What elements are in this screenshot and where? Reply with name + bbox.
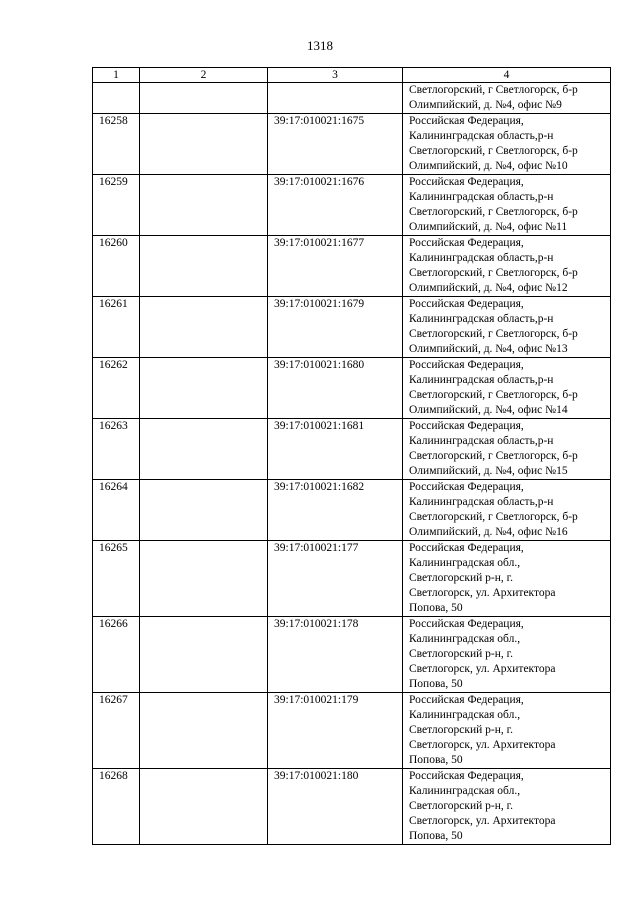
- table-row: [93, 693, 611, 769]
- row-col-2: [140, 419, 268, 480]
- row-number: 16263: [93, 419, 140, 480]
- table-row: [93, 617, 611, 693]
- cadastral-number: 39:17:010021:1676: [268, 175, 403, 236]
- address: Российская Федерация, Калининградская обл., Светлогорский р-н, г. Светлогорск, ул. Архитектора Попова, 50: [403, 693, 611, 769]
- row-col-2: [140, 480, 268, 541]
- cadastral-number: 39:17:010021:1680: [268, 358, 403, 419]
- table-row: [93, 175, 611, 236]
- row-col-2: [140, 769, 268, 845]
- cadastral-number: 39:17:010021:177: [268, 541, 403, 617]
- row-number: 16259: [93, 175, 140, 236]
- row-number: 16258: [93, 114, 140, 175]
- header-row: [93, 68, 611, 83]
- cadastral-number: 39:17:010021:1679: [268, 297, 403, 358]
- row-col-2: [140, 693, 268, 769]
- row-number: 16261: [93, 297, 140, 358]
- table-row: [93, 83, 611, 114]
- row-col-2: [140, 297, 268, 358]
- table-row: [93, 480, 611, 541]
- cadastral-number: 39:17:010021:1681: [268, 419, 403, 480]
- cadastral-number: 39:17:010021:180: [268, 769, 403, 845]
- table-header: [93, 68, 611, 83]
- address: Светлогорский, г Светлогорск, б-р Олимпийский, д. №4, офис №9: [403, 83, 611, 114]
- row-number: 16262: [93, 358, 140, 419]
- cadastral-number: 39:17:010021:1677: [268, 236, 403, 297]
- cadastral-number: [268, 83, 403, 114]
- table-row: [93, 419, 611, 480]
- address: Российская Федерация, Калининградская область,р-н Светлогорский, г Светлогорск, б-р Олимпийский, д. №4, офис №14: [403, 358, 611, 419]
- address: Российская Федерация, Калининградская обл., Светлогорский р-н, г. Светлогорск, ул. Архитектора Попова, 50: [403, 769, 611, 845]
- address: Российская Федерация, Калининградская область,р-н Светлогорский, г Светлогорск, б-р Олимпийский, д. №4, офис №11: [403, 175, 611, 236]
- header-col-3: 3: [268, 68, 403, 83]
- address: Российская Федерация, Калининградская область,р-н Светлогорский, г Светлогорск, б-р Олимпийский, д. №4, офис №10: [403, 114, 611, 175]
- row-col-2: [140, 236, 268, 297]
- registry-table: [92, 67, 611, 845]
- row-number: 16268: [93, 769, 140, 845]
- address: Российская Федерация, Калининградская область,р-н Светлогорский, г Светлогорск, б-р Олимпийский, д. №4, офис №15: [403, 419, 611, 480]
- table-row: [93, 297, 611, 358]
- row-number: 16265: [93, 541, 140, 617]
- row-number: 16260: [93, 236, 140, 297]
- cadastral-number: 39:17:010021:1675: [268, 114, 403, 175]
- table-row: [93, 236, 611, 297]
- address: Российская Федерация, Калининградская область,р-н Светлогорский, г Светлогорск, б-р Олимпийский, д. №4, офис №13: [403, 297, 611, 358]
- table-row: [93, 358, 611, 419]
- row-col-2: [140, 83, 268, 114]
- table-row: [93, 114, 611, 175]
- cadastral-number: 39:17:010021:178: [268, 617, 403, 693]
- row-number: 16267: [93, 693, 140, 769]
- row-col-2: [140, 358, 268, 419]
- row-number: [93, 83, 140, 114]
- table-body: [93, 83, 611, 845]
- address: Российская Федерация, Калининградская обл., Светлогорский р-н, г. Светлогорск, ул. Архитектора Попова, 50: [403, 617, 611, 693]
- row-col-2: [140, 617, 268, 693]
- address: Российская Федерация, Калининградская область,р-н Светлогорский, г Светлогорск, б-р Олимпийский, д. №4, офис №16: [403, 480, 611, 541]
- cadastral-number: 39:17:010021:1682: [268, 480, 403, 541]
- cadastral-number: 39:17:010021:179: [268, 693, 403, 769]
- row-number: 16266: [93, 617, 140, 693]
- row-col-2: [140, 175, 268, 236]
- table-row: [93, 541, 611, 617]
- page-number: 1318: [307, 38, 333, 53]
- header-col-2: 2: [140, 68, 268, 83]
- header-col-1: 1: [93, 68, 140, 83]
- address: Российская Федерация, Калининградская область,р-н Светлогорский, г Светлогорск, б-р Олимпийский, д. №4, офис №12: [403, 236, 611, 297]
- address: Российская Федерация, Калининградская обл., Светлогорский р-н, г. Светлогорск, ул. Архитектора Попова, 50: [403, 541, 611, 617]
- row-col-2: [140, 541, 268, 617]
- row-number: 16264: [93, 480, 140, 541]
- row-col-2: [140, 114, 268, 175]
- header-col-4: 4: [403, 68, 611, 83]
- table-row: [93, 769, 611, 845]
